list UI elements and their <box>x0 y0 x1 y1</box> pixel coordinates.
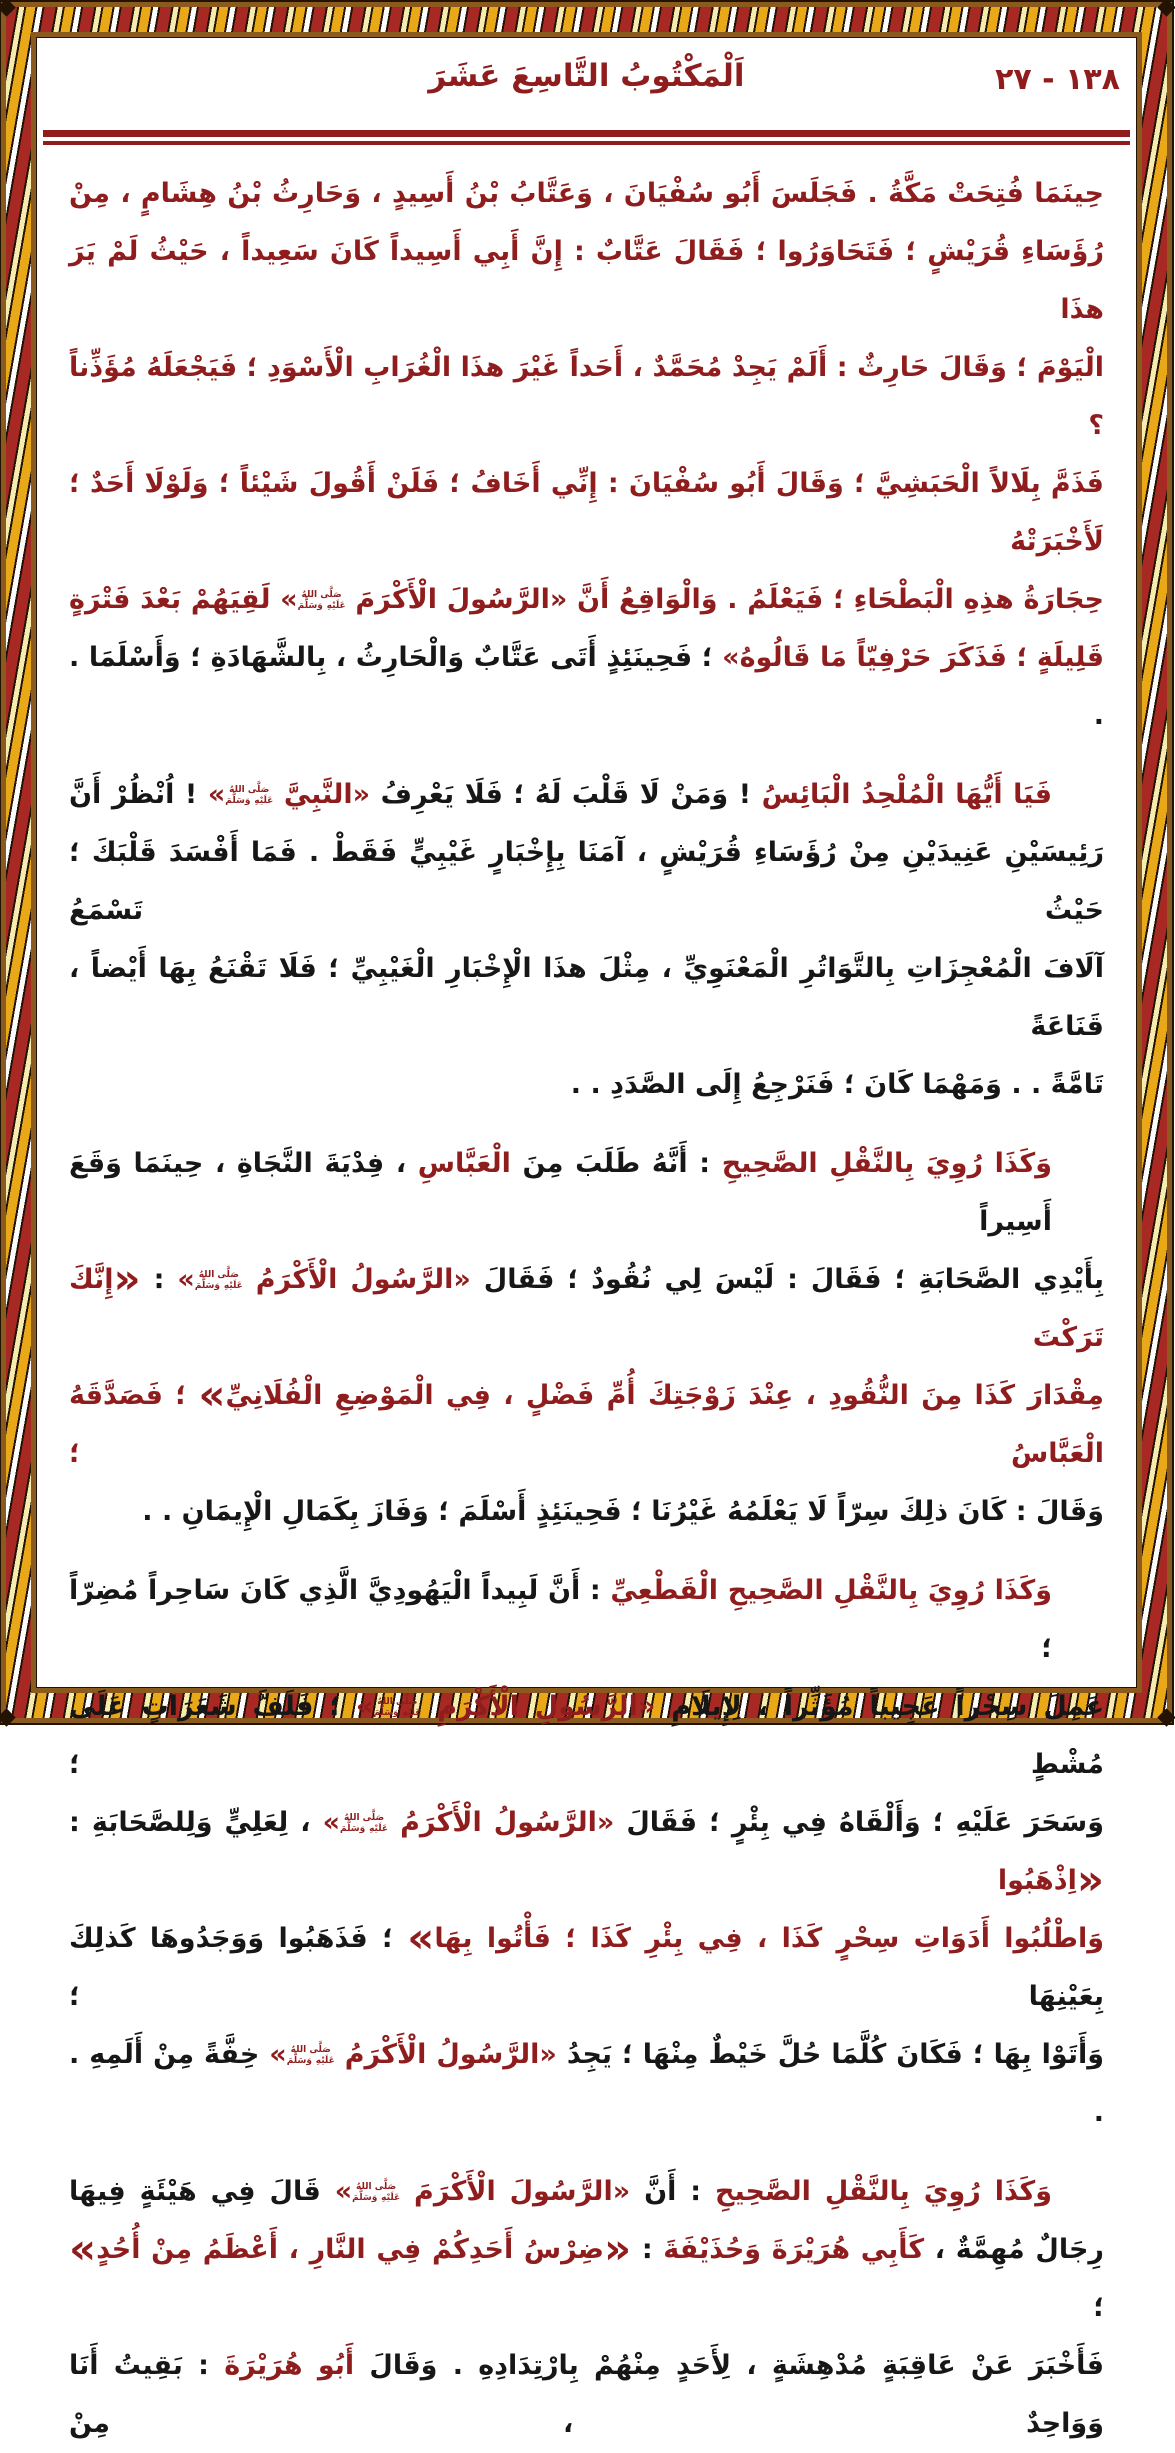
text-line <box>70 165 1105 223</box>
text-line <box>70 1794 1105 1910</box>
emphasis-text: » <box>208 779 227 810</box>
prophet-blessing-seal: صَلَّى اللهُ عَلَيْهِ وَسَلَّمَ <box>353 2182 402 2203</box>
text-line <box>70 1135 1105 1251</box>
body-text-segment: : أَنَّهُ طَلَبَ مِنَ <box>511 1148 723 1179</box>
body-text-segment: ؛ فَحِينَئِذٍ أَتَى عَتَّابٌ وَالْحَارِثُ ، بِالشَّهَادَةِ ؛ وَأَسْلَمَا . . <box>70 642 1105 731</box>
body-text-segment: بِأَيْدِي الصَّحَابَةِ ؛ فَقَالَ : لَيْسَ لِي نُقُودٌ ؛ فَقَالَ <box>471 1264 1105 1295</box>
emphasis-text: «الرَّسُولُ الْأَكْرَمُ <box>389 1807 616 1838</box>
text-line <box>70 940 1105 1056</box>
body-text-segment: آلَافَ الْمُعْجِزَاتِ بِالتَّوَاتُرِ الْمَعْنَوِيِّ ، مِثْلَ هذَا الْإِخْبَارِ الْغَيْبِيِّ ؛ فَلَا تَقْنَعُ بِهَا أَيْضاً ، قَنَاعَةً <box>70 953 1105 1042</box>
body-text-segment: ؛ فَلَفَّ شَعَرَاتٍ عَلَى مُشْطٍ ؛ <box>70 1691 1105 1780</box>
emphasis-text: اِذْهَبُوا <box>998 1865 1078 1896</box>
emphasis-text: الْعَبَّاسِ <box>418 1148 512 1179</box>
body-text-segment: عَمِلَ سِحْراً عَجِيباً مُؤَثِّراً ، لِإِيلَامِ <box>656 1691 1106 1722</box>
text-line <box>70 1562 1105 1678</box>
emphasis-text: » <box>270 2039 288 2070</box>
ornate-quote-mark: » <box>199 1370 227 1419</box>
page-header <box>44 44 1131 116</box>
body-text-segment: : أَنَّ لَبِيداً الْيَهُودِيَّ الَّذِي كَانَ سَاحِراً مُضِرّاً ؛ <box>70 1575 1053 1664</box>
emphasis-text: قَلِيلَةٍ ؛ فَذَكَرَ حَرْفِيّاً مَا قَالُوهُ» <box>723 642 1106 673</box>
ornate-quote-mark: « <box>605 2224 633 2273</box>
ornate-quote-mark: « <box>1077 1855 1105 1904</box>
emphasis-text: ؛ فَصَدَّقَهُ الْعَبَّاسُ ؛ <box>70 1380 1105 1469</box>
emphasis-text: فَيَا أَيُّهَا الْمُلْحِدُ الْبَائِسُ <box>762 779 1053 810</box>
text-line <box>70 1251 1105 1367</box>
ornate-quote-mark: » <box>408 1913 436 1962</box>
text-line <box>70 1056 1105 1114</box>
body-text-segment: : أَنَّ <box>631 2176 716 2207</box>
emphasis-text: وَكَذَا رُوِيَ بِالنَّقْلِ الصَّحِيحِ <box>722 1148 1053 1179</box>
prophet-blessing-seal: صَلَّى اللهُ عَلَيْهِ وَسَلَّمَ <box>374 1697 423 1718</box>
text-line <box>70 1483 1105 1541</box>
body-text-segment: رِجَالٌ مُهِمَّةٌ ، <box>925 2234 1105 2265</box>
text-line <box>70 2163 1105 2221</box>
body-text-segment: ؛ <box>1094 2292 1105 2323</box>
page-number: ١٣٨ - ٢٧ <box>996 62 1121 97</box>
emphasis-text: ضِرْسُ أَحَدِكُمْ فِي النَّارِ ، أَعْظَمُ مِنْ أُحُدٍ <box>97 2234 606 2265</box>
emphasis-text: » لَقِيَهُمْ بَعْدَ فَتْرَةٍ <box>70 584 299 615</box>
emphasis-text: حِينَمَا فُتِحَتْ مَكَّةُ . فَجَلَسَ أَبُو سُفْيَانَ ، وَعَتَّابُ بْنُ أَسِيدٍ ، وَحَارِثُ بْنُ هِشَامٍ ، مِنْ <box>70 178 1105 209</box>
body-text-segment: ؛ فَذَهَبُوا وَوَجَدُوهَا كَذلِكَ بِعَيْنِهَا ؛ <box>70 1923 1105 2012</box>
paragraph <box>70 766 1105 1114</box>
emphasis-text: «الرَّسُولُ الْأَكْرَمُ <box>243 1264 472 1295</box>
emphasis-text: الْيَوْمَ ؛ وَقَالَ حَارِثٌ : أَلَمْ يَجِدْ مُحَمَّدٌ ، أَحَداً غَيْرَ هذَا الْغُرَابِ الْأَسْوَدِ ؛ فَيَجْعَلَهُ مُؤَذِّناً ؟ <box>70 352 1105 441</box>
body-text-segment: : <box>141 1264 179 1295</box>
page-content <box>44 44 1131 2439</box>
emphasis-text: » <box>323 1807 342 1838</box>
prophet-blessing-seal: صَلَّى اللهُ عَلَيْهِ وَسَلَّمَ <box>287 2045 336 2066</box>
body-text-segment: ، لِعَلِيٍّ وَلِلصَّحَابَةِ : <box>70 1807 324 1838</box>
emphasis-text: وَاطْلُبُوا أَدَوَاتِ سِحْرٍ كَذَا ، فِي بِئْرِ كَذَا ؛ فَأْتُوا بِهَا <box>435 1923 1105 1954</box>
text-line <box>70 339 1105 455</box>
emphasis-text: فَذَمَّ بِلَالاً الْحَبَشِيَّ ؛ وَقَالَ أَبُو سُفْيَانَ : إِنِّي أَخَافُ ؛ فَلَنْ أَقُولَ شَيْئاً ؛ وَلَوْلَا أَحَدٌ ؛ لَأَخْبَرَتْهُ <box>70 468 1105 557</box>
emphasis-text: «الرَّسُولِ الْأَكْرَمِ <box>422 1691 657 1722</box>
prophet-blessing-seal: صَلَّى اللهُ عَلَيْهِ وَسَلَّمَ <box>341 1813 390 1834</box>
text-line <box>70 2221 1105 2337</box>
body-text-segment: : بَقِيتُ أَنَا وَوَاحِدٌ ، مِنْ <box>70 2350 1105 2439</box>
body-text-segment: رَئِيسَيْنِ عَنِيدَيْنِ مِنْ رُؤَسَاءِ قُرَيْشٍ ، آمَنَا بِإِخْبَارٍ غَيْبِيٍّ فَقَطْ . فَمَا أَفْسَدَ قَلْبَكَ ؛ حَيْثُ تَسْمَعُ <box>70 837 1105 926</box>
prophet-blessing-seal: صَلَّى اللهُ عَلَيْهِ وَسَلَّمَ <box>226 785 275 806</box>
text-line <box>70 2026 1105 2142</box>
text-line <box>70 766 1105 824</box>
body-text-segment: خِفَّةً مِنْ أَلَمِهِ . . <box>70 2039 1105 2128</box>
body-text-segment: وَأَتَوْا بِهَا ؛ فَكَانَ كُلَّمَا حُلَّ خَيْطٌ مِنْهَا ؛ يَجِدُ <box>557 2039 1105 2070</box>
emphasis-text: » <box>178 1264 196 1295</box>
prophet-blessing-seal: صَلَّى اللهُ عَلَيْهِ وَسَلَّمَ <box>298 590 347 611</box>
emphasis-text: حِجَارَةُ هذِهِ الْبَطْحَاءِ ؛ فَيَعْلَمُ . وَالْوَاقِعُ أَنَّ «الرَّسُولَ الْأَكْرَمَ <box>346 584 1105 615</box>
emphasis-text: وَكَذَا رُوِيَ بِالنَّقْلِ الصَّحِيحِ الْقَطْعِيِّ <box>611 1575 1053 1606</box>
emphasis-text: » <box>356 1691 375 1722</box>
text-line <box>70 1678 1105 1794</box>
paragraph <box>70 2163 1105 2453</box>
text-line <box>70 629 1105 745</box>
emphasis-text: إِنَّكَ تَرَكْتَ <box>70 1264 1105 1353</box>
text-line <box>70 2337 1105 2453</box>
emphasis-text: «الرَّسُولُ الْأَكْرَمُ <box>335 2039 558 2070</box>
text-line <box>70 455 1105 571</box>
text-line <box>70 824 1105 940</box>
body-text-segment: فَأَخْبَرَ عَنْ عَاقِبَةٍ مُدْهِشَةٍ ، لِأَحَدٍ مِنْهُمْ بِارْتِدَادِهِ . وَقَالَ <box>355 2350 1105 2381</box>
body-text <box>44 155 1131 2453</box>
body-text-segment: ، فِدْيَةَ النَّجَاةِ ، حِينَمَا وَقَعَ أَسِيراً <box>70 1148 1053 1237</box>
ornate-quote-mark: « <box>114 1254 142 1303</box>
header-divider-double-rule <box>44 130 1131 145</box>
emphasis-text: مِقْدَارَ كَذَا مِنَ النُّقُودِ ، عِنْدَ زَوْجَتِكَ أُمِّ فَضْلٍ ، فِي الْمَوْضِعِ الْفُلَانِيِّ <box>226 1380 1105 1411</box>
body-text-segment: وَسَحَرَ عَلَيْهِ ؛ وَأَلْقَاهُ فِي بِئْرٍ ؛ فَقَالَ <box>615 1807 1105 1838</box>
body-text-segment: قَالَ فِي هَيْئَةٍ فِيهَا <box>70 2176 336 2207</box>
text-line <box>70 223 1105 339</box>
paragraph <box>70 1135 1105 1541</box>
paragraph <box>70 1562 1105 2142</box>
text-line <box>70 1367 1105 1483</box>
text-line <box>70 571 1105 629</box>
paragraph <box>70 165 1105 745</box>
page-title: اَلْمَكْتُوبُ التَّاسِعَ عَشَرَ <box>429 58 746 94</box>
emphasis-text: » <box>335 2176 354 2207</box>
body-text-segment: : <box>632 2234 665 2265</box>
ornate-quote-mark: » <box>70 2224 98 2273</box>
emphasis-text: «الرَّسُولَ الْأَكْرَمَ <box>401 2176 632 2207</box>
text-line <box>70 1910 1105 2026</box>
emphasis-text: «النَّبِيَّ <box>274 779 372 810</box>
emphasis-text: أَبُو هُرَيْرَةَ <box>225 2350 356 2381</box>
body-text-segment: تَامَّةً . . وَمَهْمَا كَانَ ؛ فَنَرْجِعُ إِلَى الصَّدَدِ . . <box>571 1069 1105 1100</box>
emphasis-text: كَأَبِي هُرَيْرَةَ وَحُذَيْفَةَ <box>664 2234 926 2265</box>
body-text-segment: ! وَمَنْ لَا قَلْبَ لَهُ ؛ فَلَا يَعْرِفُ <box>371 779 763 810</box>
emphasis-text: وَكَذَا رُوِيَ بِالنَّقْلِ الصَّحِيحِ <box>715 2176 1054 2207</box>
body-text-segment: ! اُنْظُرْ أَنَّ <box>70 779 209 810</box>
prophet-blessing-seal: صَلَّى اللهُ عَلَيْهِ وَسَلَّمَ <box>195 1270 244 1291</box>
emphasis-text: رُؤَسَاءِ قُرَيْشٍ ؛ فَتَحَاوَرُوا ؛ فَقَالَ عَتَّابٌ : إِنَّ أَبِي أَسِيداً كَانَ سَعِيداً ، حَيْثُ لَمْ يَرَ هذَا <box>70 236 1105 325</box>
body-text-segment: وَقَالَ : كَانَ ذلِكَ سِرّاً لَا يَعْلَمُهُ غَيْرُنَا ؛ فَحِينَئِذٍ أَسْلَمَ ؛ وَفَازَ بِكَمَالِ الْإِيمَانِ . . <box>143 1496 1105 1527</box>
